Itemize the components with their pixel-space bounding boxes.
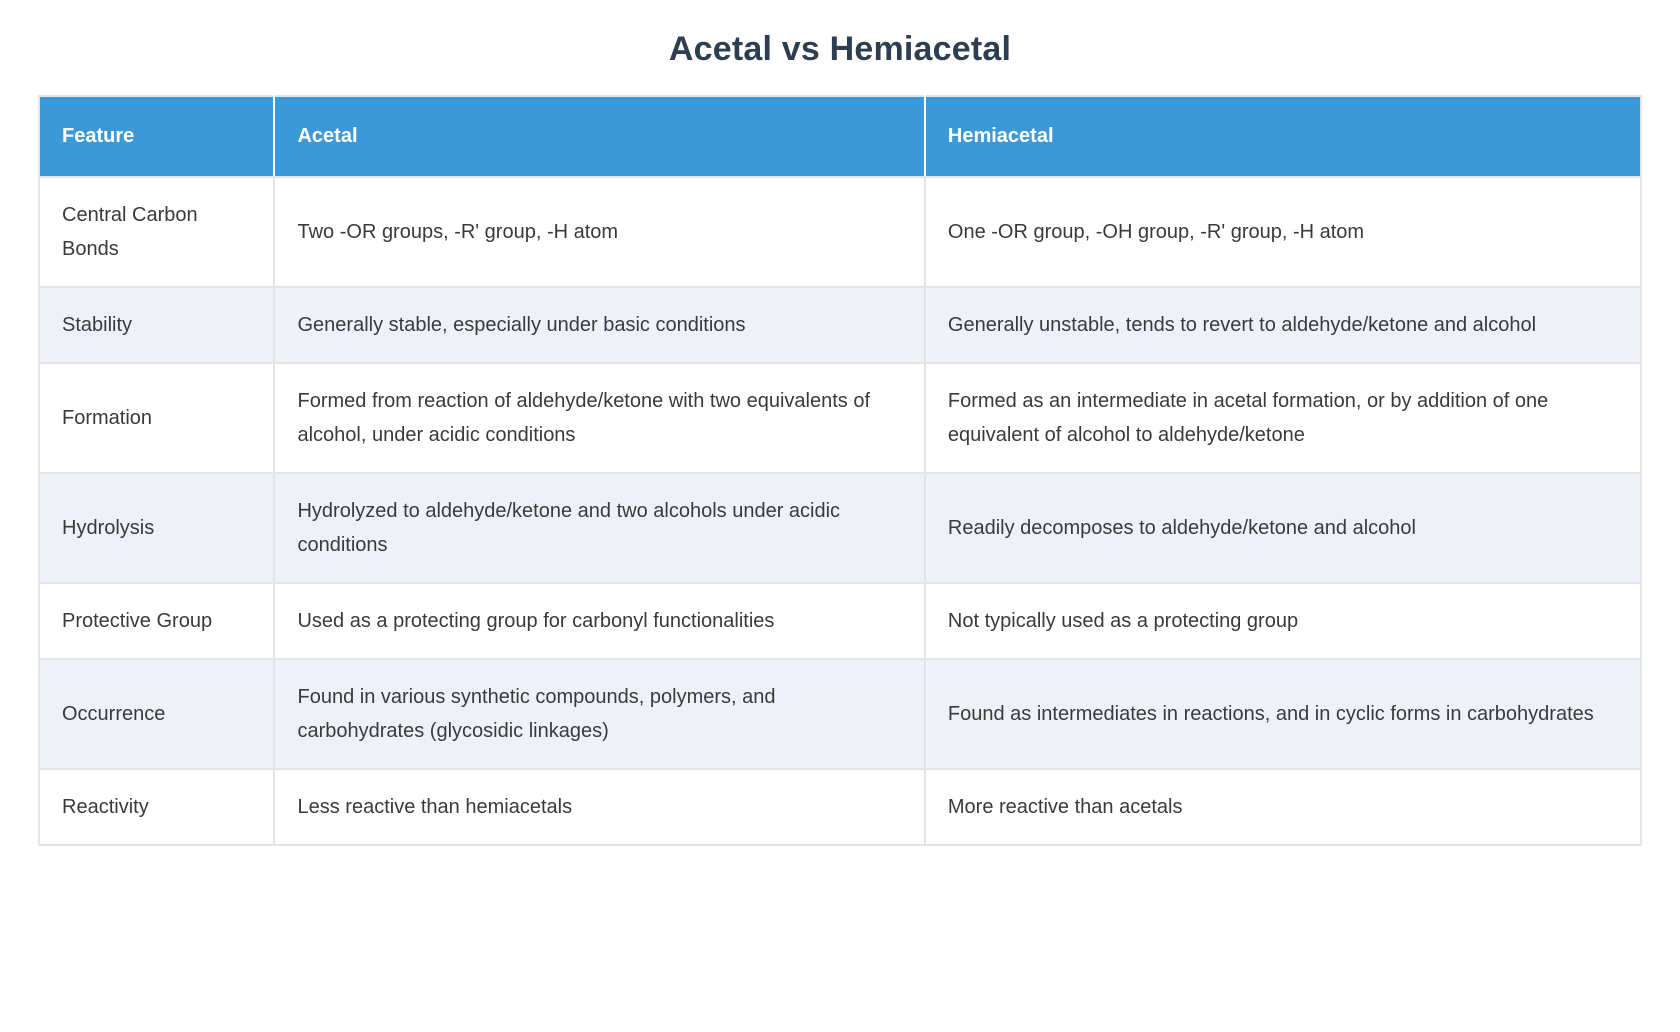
- table-row: [39, 287, 1641, 363]
- cell-acetal: Found in various synthetic compounds, polymers, and carbohydrates (glycosidic linkages): [274, 659, 924, 769]
- page-title: Acetal vs Hemiacetal: [668, 30, 1012, 68]
- header-row: [39, 96, 1641, 177]
- comparison-table-container: [38, 95, 1642, 846]
- table-row: [39, 583, 1641, 659]
- cell-feature: Formation: [39, 363, 274, 473]
- cell-feature: Reactivity: [39, 769, 274, 845]
- cell-acetal: Less reactive than hemiacetals: [274, 769, 924, 845]
- table-row: [39, 363, 1641, 473]
- column-header-feature: Feature: [39, 96, 274, 177]
- cell-hemiacetal: More reactive than acetals: [925, 769, 1641, 845]
- cell-hemiacetal: Formed as an intermediate in acetal formation, or by addition of one equivalent of alcohol to aldehyde/ketone: [925, 363, 1641, 473]
- table-row: [39, 769, 1641, 845]
- cell-feature: Hydrolysis: [39, 473, 274, 583]
- cell-acetal: Used as a protecting group for carbonyl functionalities: [274, 583, 924, 659]
- table-row: [39, 659, 1641, 769]
- column-header-acetal: Acetal: [274, 96, 924, 177]
- table-header: [39, 96, 1641, 177]
- cell-hemiacetal: One -OR group, -OH group, -R' group, -H atom: [925, 177, 1641, 287]
- table-row: [39, 473, 1641, 583]
- cell-feature: Central Carbon Bonds: [39, 177, 274, 287]
- cell-acetal: Hydrolyzed to aldehyde/ketone and two alcohols under acidic conditions: [274, 473, 924, 583]
- cell-acetal: Two -OR groups, -R' group, -H atom: [274, 177, 924, 287]
- cell-acetal: Generally stable, especially under basic conditions: [274, 287, 924, 363]
- cell-feature: Stability: [39, 287, 274, 363]
- table-row: [39, 177, 1641, 287]
- cell-feature: Occurrence: [39, 659, 274, 769]
- cell-feature: Protective Group: [39, 583, 274, 659]
- cell-acetal: Formed from reaction of aldehyde/ketone with two equivalents of alcohol, under acidic conditions: [274, 363, 924, 473]
- cell-hemiacetal: Found as intermediates in reactions, and in cyclic forms in carbohydrates: [925, 659, 1641, 769]
- column-header-hemiacetal: Hemiacetal: [925, 96, 1641, 177]
- table-body: [39, 177, 1641, 845]
- comparison-table: [38, 95, 1642, 846]
- cell-hemiacetal: Not typically used as a protecting group: [925, 583, 1641, 659]
- cell-hemiacetal: Readily decomposes to aldehyde/ketone and alcohol: [925, 473, 1641, 583]
- cell-hemiacetal: Generally unstable, tends to revert to aldehyde/ketone and alcohol: [925, 287, 1641, 363]
